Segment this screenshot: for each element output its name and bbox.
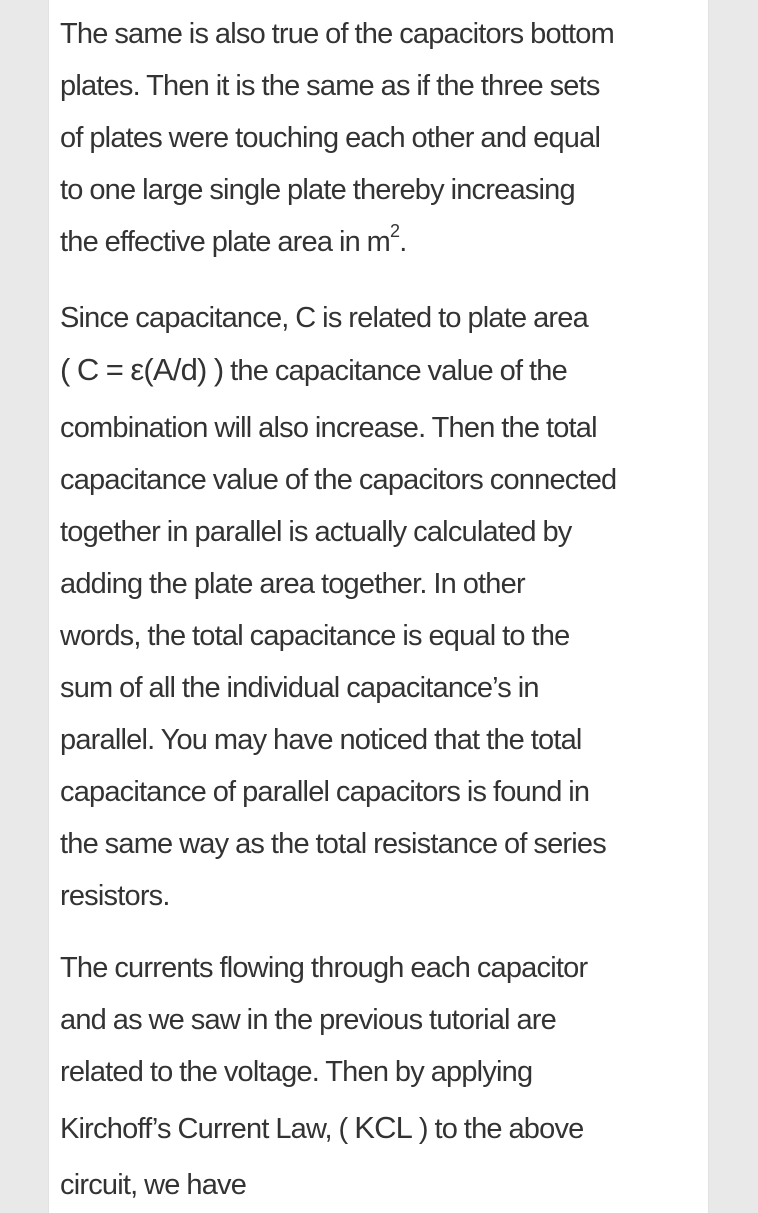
formula-after: the capacitance value of the <box>223 355 567 387</box>
paragraph-plates <box>60 8 705 268</box>
text-line: and as we saw in the previous tutorial are <box>60 1004 556 1036</box>
formula-open: ( <box>60 352 77 387</box>
text-line: to one large single plate thereby increasing <box>60 174 575 206</box>
paragraph-currents <box>60 942 705 1211</box>
formula-line <box>60 339 705 402</box>
text-line-area <box>60 216 705 268</box>
text-line: of plates were touching each other and equal <box>60 122 601 154</box>
paragraph-capacitance <box>60 292 705 922</box>
formula-close: ) <box>206 352 224 387</box>
text-line: plates. Then it is the same as if the three sets <box>60 70 600 102</box>
kcl-line <box>60 1098 705 1159</box>
kcl-after: ) to the above <box>412 1113 584 1145</box>
text-line: words, the total capacitance is equal to the <box>60 620 570 652</box>
kcl-abbreviation: KCL <box>354 1110 413 1145</box>
capacitance-formula: C = ε(A/d) <box>76 352 207 387</box>
kcl-before: Kirchoff’s Current Law, ( <box>60 1113 355 1145</box>
text-line: the same way as the total resistance of series <box>60 828 606 860</box>
text-line: parallel. You may have noticed that the total <box>60 724 582 756</box>
text-line: combination will also increase. Then the total <box>60 412 597 444</box>
text-line: together in parallel is actually calculated by <box>60 516 572 548</box>
scrollbar-track[interactable] <box>742 0 758 1213</box>
text-line: capacitance of parallel capacitors is found in <box>60 776 590 808</box>
area-trail: . <box>399 226 407 258</box>
text-line: capacitance value of the capacitors connected <box>60 464 617 496</box>
text-line: related to the voltage. Then by applying <box>60 1056 533 1088</box>
text-line: adding the plate area together. In other <box>60 568 525 600</box>
article-body <box>60 8 705 1211</box>
area-superscript: 2 <box>390 221 400 242</box>
text-line: The currents flowing through each capacitor <box>60 952 588 984</box>
text-line: sum of all the individual capacitance’s in <box>60 672 539 704</box>
text-line: resistors. <box>60 880 170 912</box>
text-line: Since capacitance, C is related to plate area <box>60 302 588 334</box>
text-line: circuit, we have <box>60 1169 247 1201</box>
area-text: the effective plate area in m <box>60 226 391 258</box>
text-line: The same is also true of the capacitors bottom <box>60 18 614 50</box>
